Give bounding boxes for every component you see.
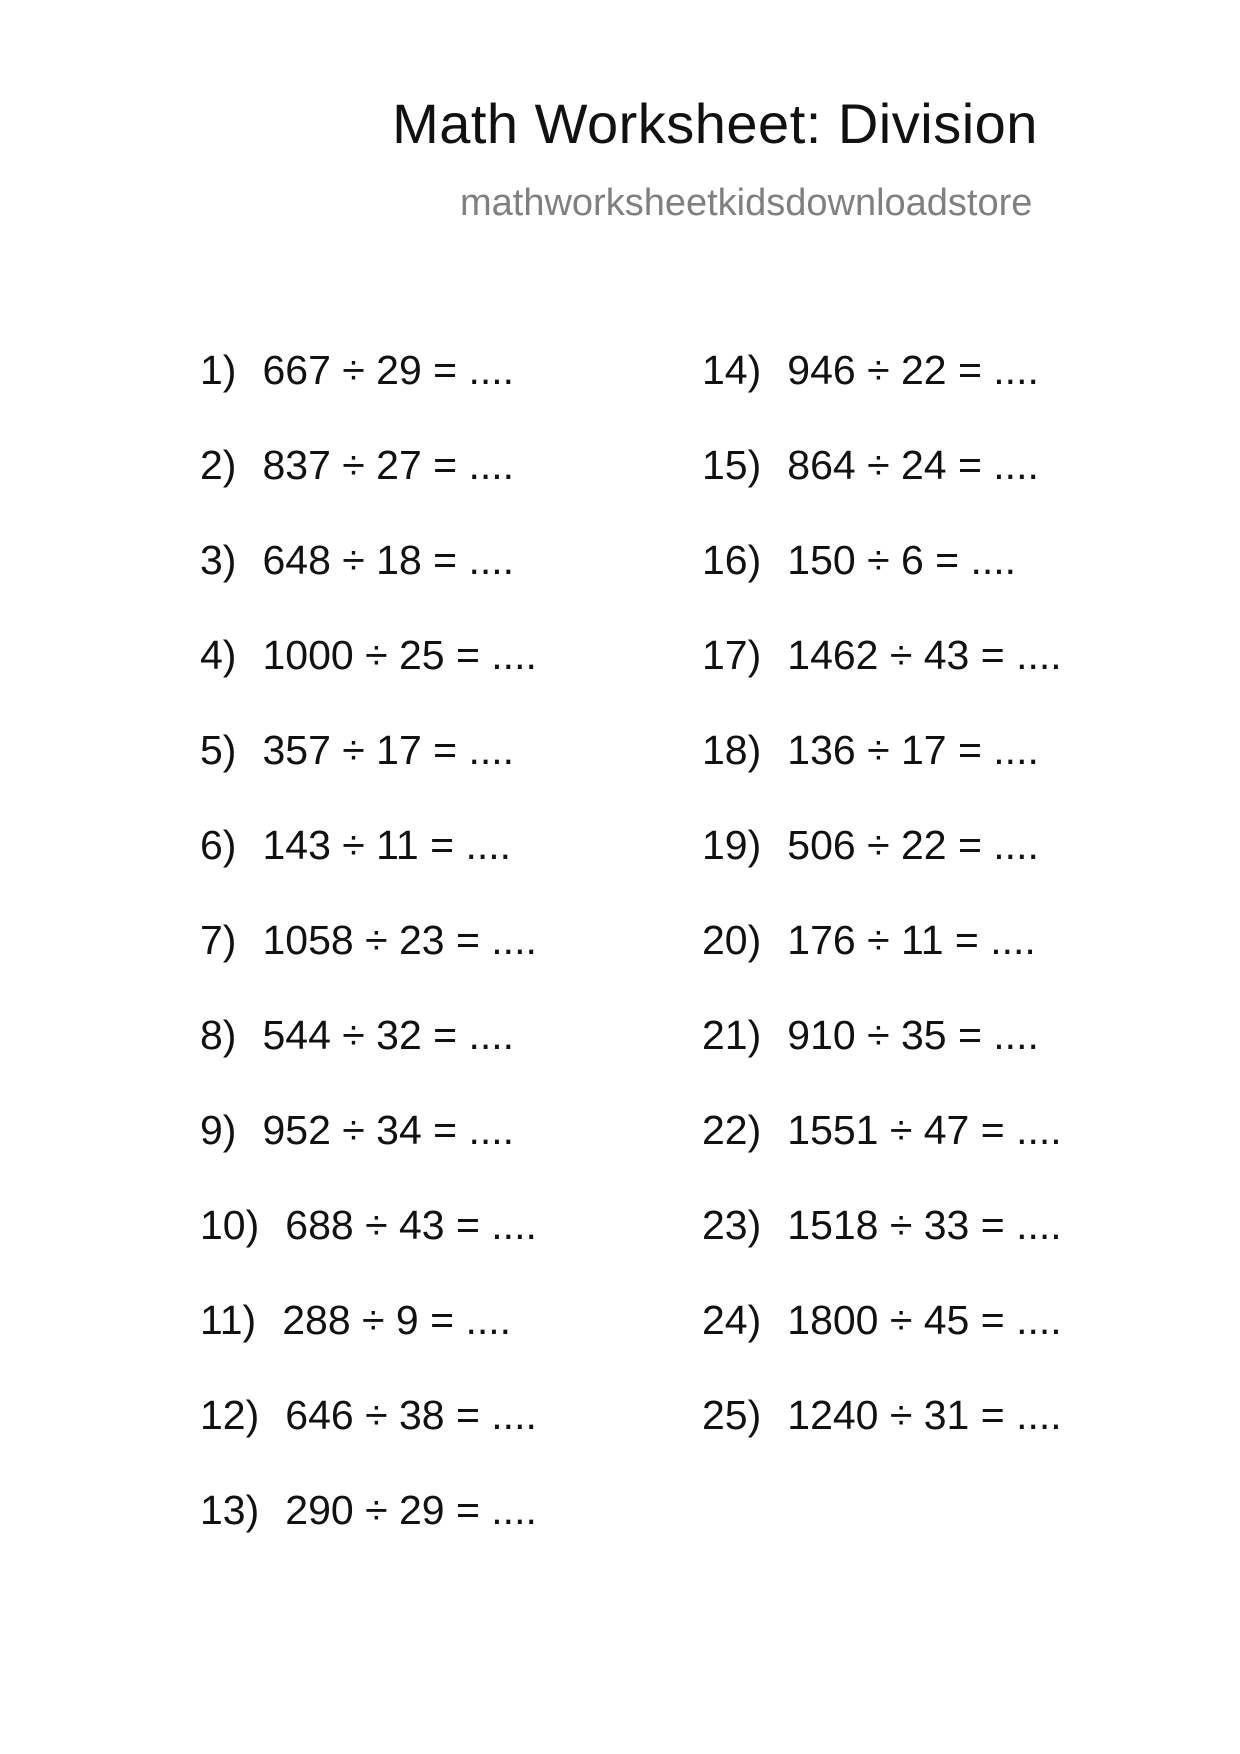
problem-24 (702, 1297, 1062, 1395)
problem-number: 20) (702, 917, 762, 963)
problem-expression: 1518 ÷ 33 = .... (787, 1202, 1062, 1248)
problem-number: 9) (200, 1107, 237, 1153)
problem-number: 11) (200, 1297, 257, 1343)
problem-3 (200, 537, 537, 635)
problem-column-left (200, 347, 537, 1585)
problem-number: 4) (200, 632, 237, 678)
problem-number: 24) (702, 1297, 762, 1343)
problem-number: 1) (200, 347, 237, 393)
problem-number: 16) (702, 537, 762, 583)
problem-17 (702, 632, 1062, 730)
problem-12 (200, 1392, 537, 1490)
problem-expression: 150 ÷ 6 = .... (787, 537, 1017, 583)
problem-15 (702, 442, 1062, 540)
problem-2 (200, 442, 537, 540)
problem-7 (200, 917, 537, 1015)
problem-expression: 910 ÷ 35 = .... (787, 1012, 1039, 1058)
worksheet-title: Math Worksheet: Division (392, 92, 1038, 155)
problem-number: 10) (200, 1202, 260, 1248)
problem-11 (200, 1297, 537, 1395)
problem-expression: 1551 ÷ 47 = .... (787, 1107, 1062, 1153)
problem-10 (200, 1202, 537, 1300)
problem-19 (702, 822, 1062, 920)
problem-expression: 136 ÷ 17 = .... (787, 727, 1039, 773)
problem-number: 13) (200, 1487, 260, 1533)
problem-expression: 176 ÷ 11 = .... (787, 917, 1036, 963)
problem-number: 18) (702, 727, 762, 773)
problem-expression: 1000 ÷ 25 = .... (262, 632, 537, 678)
problem-number: 25) (702, 1392, 762, 1438)
problem-expression: 1800 ÷ 45 = .... (787, 1297, 1062, 1343)
problem-expression: 288 ÷ 9 = .... (282, 1297, 512, 1343)
problem-number: 3) (200, 537, 237, 583)
problem-expression: 1058 ÷ 23 = .... (262, 917, 537, 963)
problem-8 (200, 1012, 537, 1110)
problem-number: 23) (702, 1202, 762, 1248)
worksheet-subtitle: mathworksheetkidsdownloadstore (460, 182, 1033, 224)
problem-expression: 837 ÷ 27 = .... (262, 442, 515, 488)
problem-expression: 864 ÷ 24 = .... (787, 442, 1039, 488)
problem-expression: 667 ÷ 29 = .... (262, 347, 515, 393)
problem-expression: 1462 ÷ 43 = .... (787, 632, 1062, 678)
problem-expression: 688 ÷ 43 = .... (285, 1202, 537, 1248)
problem-16 (702, 537, 1062, 635)
problem-expression: 648 ÷ 18 = .... (262, 537, 515, 583)
problem-expression: 1240 ÷ 31 = .... (787, 1392, 1062, 1438)
problem-expression: 946 ÷ 22 = .... (787, 347, 1039, 393)
problem-number: 8) (200, 1012, 237, 1058)
problem-22 (702, 1107, 1062, 1205)
problem-9 (200, 1107, 537, 1205)
problem-21 (702, 1012, 1062, 1110)
problem-13 (200, 1487, 537, 1585)
problem-expression: 290 ÷ 29 = .... (285, 1487, 537, 1533)
problem-number: 21) (702, 1012, 762, 1058)
problem-number: 5) (200, 727, 237, 773)
problem-expression: 544 ÷ 32 = .... (262, 1012, 515, 1058)
problem-number: 12) (200, 1392, 260, 1438)
problem-column-right (702, 347, 1062, 1490)
problem-number: 2) (200, 442, 237, 488)
problem-expression: 646 ÷ 38 = .... (285, 1392, 537, 1438)
problem-number: 7) (200, 917, 237, 963)
problem-expression: 143 ÷ 11 = .... (262, 822, 512, 868)
problem-number: 14) (702, 347, 762, 393)
problem-number: 22) (702, 1107, 762, 1153)
problem-expression: 506 ÷ 22 = .... (787, 822, 1039, 868)
problem-expression: 357 ÷ 17 = .... (262, 727, 515, 773)
problem-23 (702, 1202, 1062, 1300)
problem-1 (200, 347, 537, 445)
problem-number: 19) (702, 822, 762, 868)
problem-number: 17) (702, 632, 762, 678)
problem-25 (702, 1392, 1062, 1490)
problem-number: 15) (702, 442, 762, 488)
problem-number: 6) (200, 822, 237, 868)
problem-18 (702, 727, 1062, 825)
problem-expression: 952 ÷ 34 = .... (262, 1107, 515, 1153)
problem-14 (702, 347, 1062, 445)
problem-4 (200, 632, 537, 730)
problem-20 (702, 917, 1062, 1015)
problem-5 (200, 727, 537, 825)
problem-6 (200, 822, 537, 920)
